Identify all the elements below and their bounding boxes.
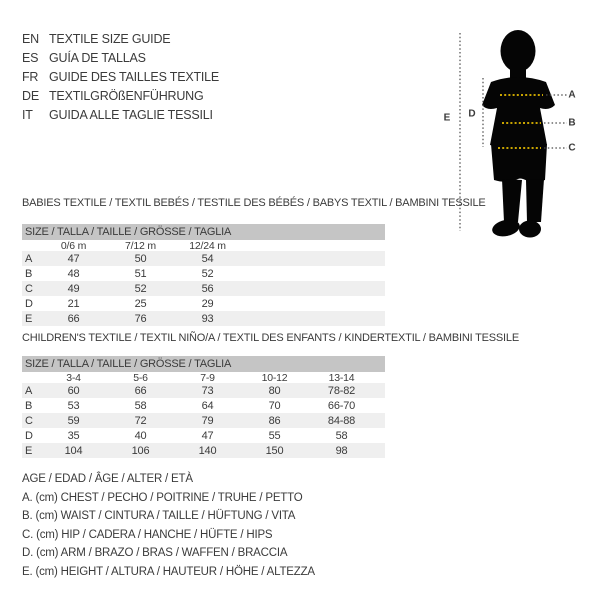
table-cell: 70 [268,399,281,412]
table-row [22,413,385,428]
table-cell: B [25,399,33,412]
table-cell: 40 [134,429,147,442]
legend-line: E. (cm) HEIGHT / ALTURA / HAUTEUR / HÖHE / ALTEZZA [22,565,315,578]
table-row [22,296,385,311]
children-size-header: SIZE / TALLA / TAILLE / GRÖSSE / TAGLIA [22,356,385,372]
table-cell: 66 [67,312,80,325]
table-cell: 59 [67,414,80,427]
table-row [22,443,385,458]
language-title: TEXTILGRÖßENFÜHRUNG [49,88,204,103]
table-cell: 52 [134,282,147,295]
table-cell: 48 [67,267,80,280]
table-cell: 35 [67,429,80,442]
table-cell: 10-12 [261,372,288,384]
children-table-title: CHILDREN'S TEXTILE / TEXTIL NIÑO/A / TEXTIL DES ENFANTS / KINDERTEXTIL / BAMBINI TESSILE [22,332,519,344]
table-cell: 13-14 [328,372,355,384]
table-cell: 0/6 m [60,240,87,252]
language-code: EN [22,31,39,46]
table-row [22,281,385,296]
table-row [22,428,385,443]
table-cell: D [25,297,33,310]
table-cell: 29 [201,297,214,310]
table-cell: 5-6 [133,372,148,384]
table-cell: 72 [134,414,147,427]
babies-size-header: SIZE / TALLA / TAILLE / GRÖSSE / TAGLIA [22,224,385,240]
table-cell: 73 [201,384,214,397]
table-cell: 25 [134,297,147,310]
table-cell: 104 [64,444,83,457]
table-cell: 80 [268,384,281,397]
language-title: GUIDE DES TAILLES TEXTILE [49,69,220,84]
legend-line: A. (cm) CHEST / PECHO / POITRINE / TRUHE / PETTO [22,491,303,504]
measure-label-e: E [443,112,451,124]
legend-line: C. (cm) HIP / CADERA / HANCHE / HÜFTE / HIPS [22,528,273,541]
table-cell: 47 [201,429,214,442]
table-row [22,251,385,266]
table-cell: 86 [268,414,281,427]
language-title-row [22,67,219,86]
table-row [22,398,385,413]
language-title-row [22,29,219,48]
table-cell: 58 [335,429,348,442]
table-cell: 60 [67,384,80,397]
babies-table-title: BABIES TEXTILE / TEXTIL BEBÉS / TESTILE DES BÉBÉS / BABYS TEXTIL / BAMBINI TESSILE [22,197,486,209]
table-cell: 21 [67,297,80,310]
table-cell: 78-82 [327,384,356,397]
table-cell: 54 [201,252,214,265]
table-row [22,383,385,398]
table-cell: 55 [268,429,281,442]
table-cell: E [25,312,33,325]
language-title: GUÍA DE TALLAS [49,50,146,65]
table-cell: 56 [201,282,214,295]
language-code: ES [22,50,39,65]
table-cell: 58 [134,399,147,412]
language-title-row [22,86,219,105]
language-title-row [22,48,219,67]
table-cell: E [25,444,33,457]
legend-line: AGE / EDAD / ÂGE / ALTER / ETÀ [22,473,193,486]
legend-line: B. (cm) WAIST / CINTURA / TAILLE / HÜFTUNG / VITA [22,510,296,523]
table-cell: C [25,414,33,427]
legend-line: D. (cm) ARM / BRAZO / BRAS / WAFFEN / BRACCIA [22,547,288,560]
measure-label-c: C [568,142,576,154]
measure-label-d: D [468,108,476,120]
table-cell: B [25,267,33,280]
language-title-list [22,29,219,124]
measurement-lines [440,25,585,245]
table-row [22,311,385,326]
measure-label-b: B [568,117,576,129]
table-cell: C [25,282,33,295]
table-cell: 76 [134,312,147,325]
table-cell: 66 [134,384,147,397]
table-cell: 150 [265,444,284,457]
table-cell: 12/24 m [189,240,226,252]
language-title: GUIDA ALLE TAGLIE TESSILI [49,107,213,122]
language-code: IT [22,107,33,122]
language-title-row [22,105,219,124]
table-cell: 47 [67,252,80,265]
table-cell: 64 [201,399,214,412]
table-cell: A [25,252,33,265]
table-cell: 84-88 [327,414,356,427]
table-cell: 93 [201,312,214,325]
language-code: FR [22,69,39,84]
table-cell: 98 [335,444,348,457]
table-cell: 7/12 m [125,240,156,252]
measurement-legend [22,470,315,581]
table-cell: 7-9 [200,372,215,384]
table-column-header-row [22,372,385,383]
table-cell: A [25,384,33,397]
table-cell: 50 [134,252,147,265]
table-cell: 3-4 [66,372,81,384]
table-cell: 66-70 [327,399,356,412]
table-cell: 49 [67,282,80,295]
measure-label-a: A [568,89,576,101]
table-cell: 52 [201,267,214,280]
language-title: TEXTILE SIZE GUIDE [49,31,171,46]
babies-table [22,240,385,326]
table-cell: 106 [131,444,150,457]
language-code: DE [22,88,39,103]
table-cell: 140 [198,444,217,457]
table-cell: 79 [201,414,214,427]
table-cell: 51 [134,267,147,280]
table-cell: 53 [67,399,80,412]
table-column-header-row [22,240,385,251]
children-table [22,372,385,458]
table-cell: D [25,429,33,442]
table-row [22,266,385,281]
